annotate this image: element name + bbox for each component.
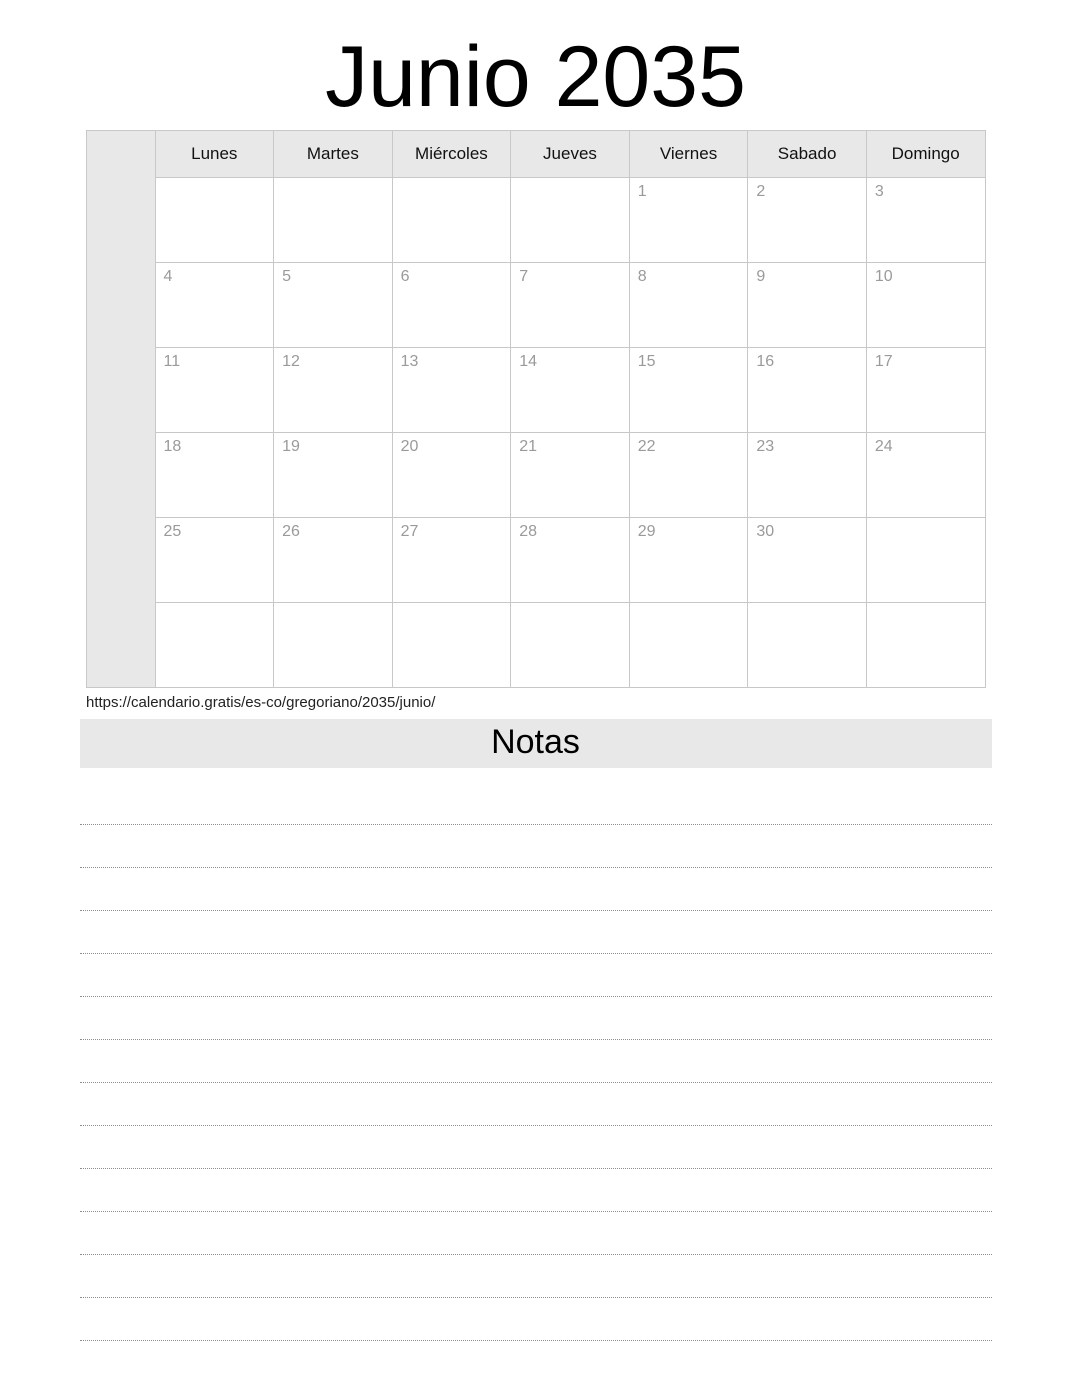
calendar-week-row — [86, 263, 985, 348]
note-line[interactable] — [80, 1169, 992, 1212]
day-cell[interactable] — [274, 603, 393, 688]
day-cell[interactable] — [866, 178, 985, 263]
day-cell[interactable] — [629, 263, 748, 348]
day-cell[interactable] — [392, 178, 511, 263]
day-number: 29 — [637, 523, 656, 540]
calendar-week-row — [86, 603, 985, 688]
weekday-header-sabado: Sabado — [748, 131, 867, 178]
calendar-table — [86, 130, 986, 688]
day-number: 21 — [519, 438, 537, 455]
day-cell[interactable] — [866, 348, 985, 433]
note-line[interactable] — [80, 1126, 992, 1169]
day-cell[interactable] — [274, 433, 393, 518]
day-cell[interactable] — [629, 178, 748, 263]
day-cell[interactable] — [392, 263, 511, 348]
day-number: 1 — [637, 183, 647, 200]
day-number: 22 — [637, 438, 656, 455]
notes-lines — [80, 782, 992, 1341]
day-cell[interactable] — [866, 263, 985, 348]
day-cell[interactable] — [866, 518, 985, 603]
day-cell[interactable] — [155, 178, 274, 263]
day-number: 18 — [163, 438, 182, 455]
day-cell[interactable] — [511, 603, 630, 688]
day-cell[interactable] — [155, 518, 274, 603]
day-number: 28 — [519, 523, 537, 540]
note-line[interactable] — [80, 1083, 992, 1126]
day-cell[interactable] — [392, 518, 511, 603]
day-cell[interactable] — [274, 518, 393, 603]
day-cell[interactable] — [511, 433, 630, 518]
day-cell[interactable] — [866, 603, 985, 688]
day-number: 14 — [519, 353, 537, 370]
day-number: 6 — [400, 268, 410, 285]
day-number: 16 — [756, 353, 775, 370]
note-line[interactable] — [80, 1298, 992, 1341]
day-number — [393, 603, 511, 609]
note-line[interactable] — [80, 782, 992, 825]
day-cell[interactable] — [511, 518, 630, 603]
note-line[interactable] — [80, 1212, 992, 1255]
day-cell[interactable] — [748, 433, 867, 518]
day-number — [630, 603, 748, 609]
weekday-header-domingo: Domingo — [866, 131, 985, 178]
day-number: 19 — [282, 438, 300, 455]
calendar-week-row — [86, 178, 985, 263]
day-cell[interactable] — [274, 263, 393, 348]
day-number — [511, 178, 629, 184]
day-cell[interactable] — [629, 433, 748, 518]
day-cell[interactable] — [748, 603, 867, 688]
day-number: 26 — [282, 523, 300, 540]
day-cell[interactable] — [155, 348, 274, 433]
day-cell[interactable] — [748, 263, 867, 348]
day-cell[interactable] — [155, 603, 274, 688]
day-cell[interactable] — [274, 348, 393, 433]
day-number — [393, 178, 511, 184]
note-line[interactable] — [80, 868, 992, 911]
day-number: 7 — [519, 268, 529, 285]
day-cell[interactable] — [511, 348, 630, 433]
day-number: 4 — [163, 268, 173, 285]
day-cell[interactable] — [748, 178, 867, 263]
day-cell[interactable] — [866, 433, 985, 518]
calendar-week-row — [86, 518, 985, 603]
day-cell[interactable] — [629, 603, 748, 688]
note-line[interactable] — [80, 1040, 992, 1083]
day-number: 23 — [756, 438, 775, 455]
calendar-side-spacer — [86, 131, 155, 688]
day-number: 3 — [874, 183, 884, 200]
day-number: 9 — [756, 268, 766, 285]
day-number: 5 — [282, 268, 291, 285]
day-number: 25 — [163, 523, 182, 540]
day-number — [156, 603, 274, 609]
day-number: 27 — [400, 523, 419, 540]
calendar-header-row — [86, 131, 985, 178]
day-number: 13 — [400, 353, 419, 370]
day-number — [867, 518, 985, 524]
day-cell[interactable] — [392, 603, 511, 688]
calendar-week-row — [86, 433, 985, 518]
day-cell[interactable] — [748, 518, 867, 603]
day-cell[interactable] — [629, 518, 748, 603]
day-number: 15 — [637, 353, 656, 370]
calendar-container — [86, 130, 986, 688]
day-cell[interactable] — [511, 178, 630, 263]
note-line[interactable] — [80, 825, 992, 868]
day-number: 20 — [400, 438, 419, 455]
calendar-week-row — [86, 348, 985, 433]
day-number: 24 — [874, 438, 893, 455]
notes-section — [80, 719, 992, 1341]
note-line[interactable] — [80, 1255, 992, 1298]
day-number — [156, 178, 274, 184]
note-line[interactable] — [80, 997, 992, 1040]
day-number — [274, 178, 392, 184]
day-number: 17 — [874, 353, 893, 370]
day-cell[interactable] — [155, 433, 274, 518]
day-number: 30 — [756, 523, 775, 540]
day-cell[interactable] — [392, 348, 511, 433]
source-url[interactable]: https://calendario.gratis/es-co/gregoriano/2035/junio/ — [86, 694, 436, 711]
weekday-header-jueves: Jueves — [511, 131, 630, 178]
weekday-header-viernes: Viernes — [629, 131, 748, 178]
day-number: 12 — [282, 353, 300, 370]
day-cell[interactable] — [274, 178, 393, 263]
weekday-header-lunes: Lunes — [155, 131, 274, 178]
day-number: 10 — [874, 268, 893, 285]
day-number: 8 — [637, 268, 647, 285]
day-number — [274, 603, 392, 609]
day-number: 2 — [756, 183, 766, 200]
day-number — [511, 603, 629, 609]
notes-heading: Notas — [80, 719, 992, 768]
page-title: Junio 2035 — [325, 29, 746, 125]
day-number — [748, 603, 866, 609]
day-cell[interactable] — [629, 348, 748, 433]
weekday-header-martes: Martes — [274, 131, 393, 178]
note-line[interactable] — [80, 954, 992, 997]
day-number — [867, 603, 985, 609]
day-cell[interactable] — [392, 433, 511, 518]
day-cell[interactable] — [155, 263, 274, 348]
weekday-header-miercoles: Miércoles — [392, 131, 511, 178]
day-cell[interactable] — [511, 263, 630, 348]
day-cell[interactable] — [748, 348, 867, 433]
day-number: 11 — [163, 353, 181, 370]
note-line[interactable] — [80, 911, 992, 954]
